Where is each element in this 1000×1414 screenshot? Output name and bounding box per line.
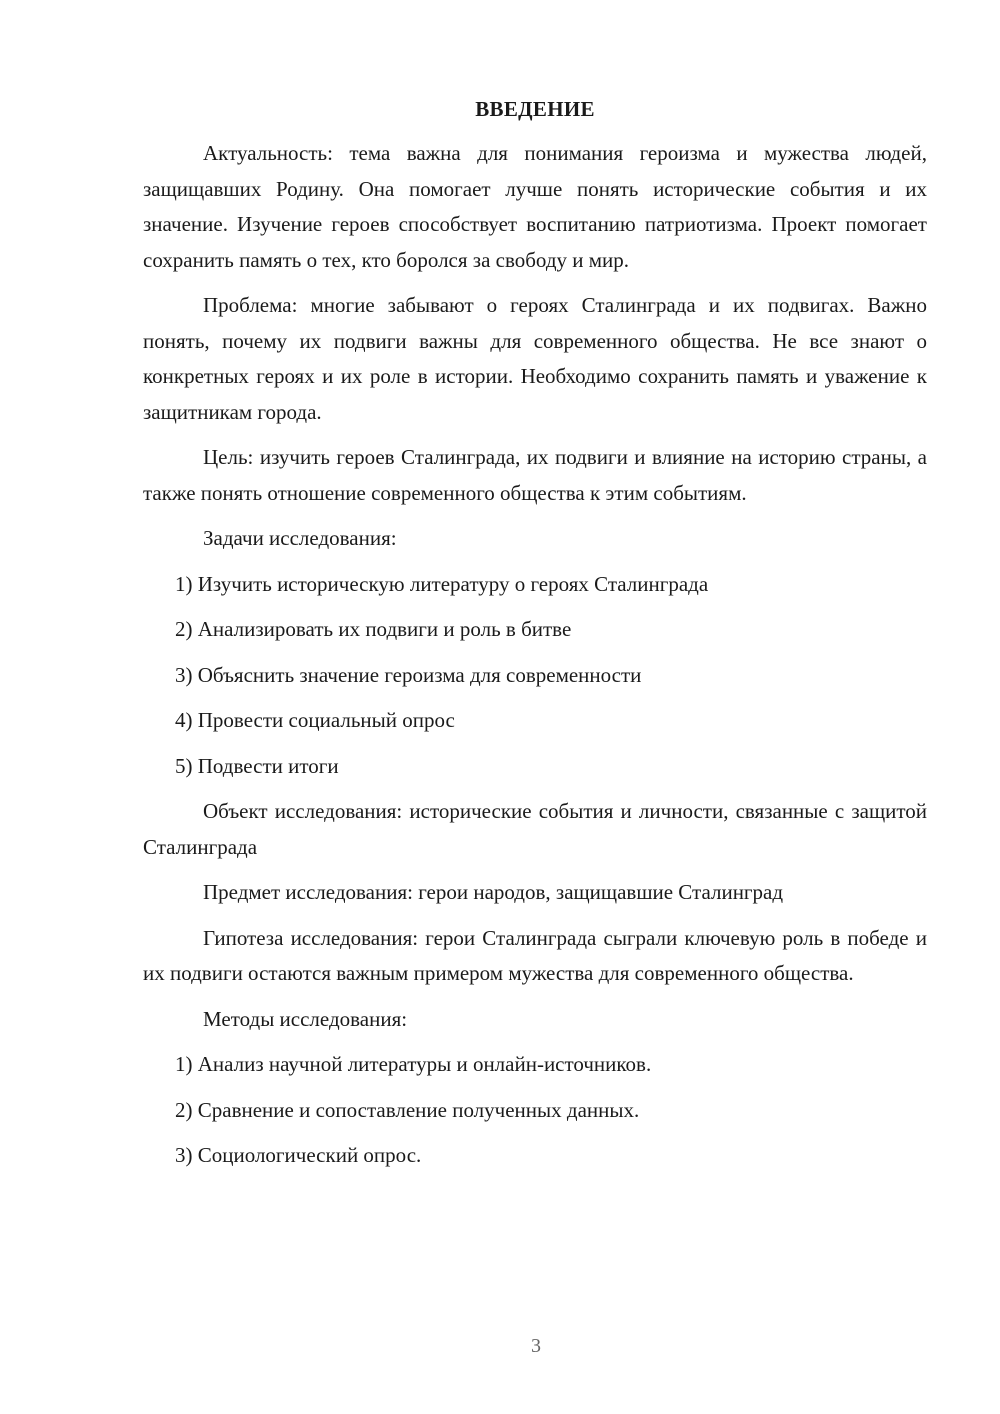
task-item: 1) Изучить историческую литературу о героях Сталинграда (175, 571, 709, 596)
goal-paragraph: Цель: изучить героев Сталинграда, их подвиги и влияние на историю страны, а также понять отношение современного общества к этим событиям. (143, 445, 927, 505)
tasks-label: Задачи исследования: (203, 526, 397, 550)
task-item: 2) Анализировать их подвиги и роль в битве (175, 617, 572, 641)
methods-label: Методы исследования: (203, 1006, 408, 1031)
task-item: 3) Объяснить значение героизма для современности (175, 662, 642, 687)
hypothesis-paragraph: Гипотеза исследования: герои Сталинграда сыграли ключевую роль в победе и их подвиги остаются важным примером мужества для современного общества. (143, 925, 927, 985)
section-title: ВВЕДЕНИЕ (475, 97, 595, 121)
subject-paragraph: Предмет исследования: герои народов, защищавшие Сталинград (203, 880, 784, 904)
method-item: 2) Сравнение и сопоставление полученных данных. (175, 1097, 640, 1122)
problem-paragraph: Проблема: многие забывают о героях Сталинграда и их подвигах. Важно понять, почему их подвиги важны для современного общества. Не все знают о конкретных героях и их роле в истории. Необходимо сохранить память и уважение к защитникам города. (143, 293, 927, 424)
method-item: 3) Социологический опрос. (175, 1143, 422, 1167)
relevance-paragraph: Актуальность: тема важна для понимания героизма и мужества людей, защищавших Родину. Она помогает лучше понять исторические события и их значение. Изучение героев способствует воспитанию патриотизма. Проект помогает сохранить память о тех, кто боролся за свободу и мир. (143, 141, 927, 272)
task-item: 4) Провести социальный опрос (175, 708, 455, 732)
page-number-text: 3 (531, 1335, 541, 1357)
task-item: 5) Подвести итоги (175, 753, 339, 778)
object-paragraph: Объект исследования: исторические события и личности, связанные с защитой Сталинграда (143, 799, 927, 859)
page-content (143, 97, 927, 1184)
method-item: 1) Анализ научной литературы и онлайн-источников. (175, 1052, 652, 1076)
page-number (0, 1335, 1000, 1358)
